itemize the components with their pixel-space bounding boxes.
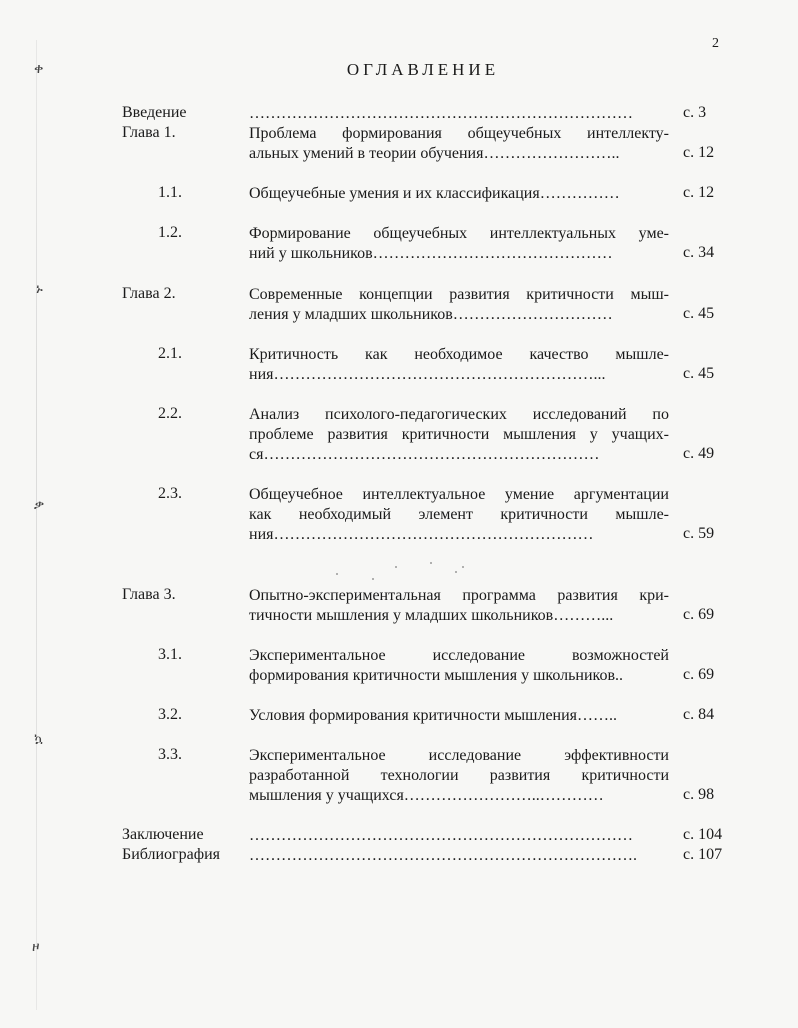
toc-text-line: мышления у учащихся……………………..………… (249, 787, 604, 804)
scan-speck (395, 566, 397, 568)
toc-text-line: ления у младших школьников………………………… (249, 306, 613, 323)
toc-text-line: Опытно-экспериментальная программа развития кри- (249, 587, 669, 604)
toc-text-line: ния…………………………………………………… (249, 526, 594, 543)
toc-text-line: Анализ психолого-педагогических исследований по (249, 406, 669, 423)
toc-text-line: Экспериментальное исследование возможностей (249, 647, 669, 664)
toc-text-line: Общеучебные умения и их классификация…………… (249, 185, 620, 202)
toc-leader: ……………………………………………………………… (249, 105, 633, 122)
toc-text-line: проблеме развития критичности мышления у учащих- (249, 426, 669, 443)
toc-text-line: как необходимый элемент критичности мышле- (249, 506, 669, 523)
toc-page: с. 45 (683, 305, 715, 322)
toc-page: с. 59 (683, 525, 715, 542)
toc-text-line: разработанной технологии развития критичности (249, 767, 669, 784)
toc-label: 1.2. (158, 224, 182, 241)
toc-text-line: Критичность как необходимое качество мышле- (249, 346, 669, 363)
toc-label: 3.3. (158, 746, 182, 763)
toc-label: Введение (122, 104, 187, 121)
toc-page: с. 69 (683, 666, 715, 683)
toc-leader: ……………………………………………………………… (249, 827, 633, 844)
scan-speck (462, 566, 464, 568)
scan-speck (336, 573, 338, 575)
toc-text-line: тичности мышления у младших школьников………... (249, 607, 614, 624)
toc-label: 2.2. (158, 405, 182, 422)
toc-text-line: Современные концепции развития критичности мыш- (249, 286, 669, 303)
toc-page: с. 84 (683, 706, 715, 723)
toc-page: с. 69 (683, 606, 715, 623)
page-number: 2 (712, 36, 719, 51)
scan-speck (455, 571, 457, 573)
scan-speck (372, 578, 374, 580)
toc-page: с. 104 (683, 826, 723, 843)
toc-page: с. 98 (683, 786, 715, 803)
toc-text-line: Проблема формирования общеучебных интеллекту- (249, 125, 669, 142)
toc-page: с. 49 (683, 445, 715, 462)
margin-mark: ቀ (34, 62, 44, 77)
toc-label: Глава 3. (122, 586, 176, 603)
toc-page: с. 3 (683, 104, 707, 121)
scan-speck (430, 562, 432, 564)
toc-label: 1.1. (158, 184, 182, 201)
toc-leader: ………………………………………………………………. (249, 847, 637, 864)
toc-title: ОГЛАВЛЕНИЕ (346, 60, 500, 79)
toc-label: 2.3. (158, 485, 182, 502)
toc-page: с. 34 (683, 244, 715, 261)
toc-label: Библиография (122, 846, 220, 863)
toc-label: 3.2. (158, 706, 182, 723)
margin-mark: ቃ (34, 498, 45, 513)
toc-text-line: Экспериментальное исследование эффективности (249, 747, 669, 764)
toc-page: с. 107 (683, 846, 723, 863)
toc-text-line: альных умений в теории обучения…………………….. (249, 145, 620, 162)
toc-page: с. 12 (683, 144, 715, 161)
toc-text-line: ся……………………………………………………… (249, 446, 600, 463)
toc-label: Глава 2. (122, 285, 176, 302)
toc-page: с. 45 (683, 365, 715, 382)
toc-label: 2.1. (158, 345, 182, 362)
toc-label: 3.1. (158, 646, 182, 663)
toc-text-line: формирования критичности мышления у школьников.. (249, 667, 624, 684)
toc-text-line: ний у школьников……………………………………… (249, 245, 613, 262)
toc-text-line: Формирование общеучебных интеллектуальных уме- (249, 225, 669, 242)
margin-mark: ኳ (34, 732, 44, 747)
toc-label: Заключение (122, 826, 204, 843)
toc-text-line: ния……………………………………………………... (249, 366, 606, 383)
toc-label: Глава 1. (122, 124, 176, 141)
toc-text-line: Общеучебное интеллектуальное умение аргументации (249, 486, 669, 503)
toc-page: с. 12 (683, 184, 715, 201)
margin-mark: ኑ (36, 282, 43, 297)
page-edge-shadow (36, 40, 37, 1010)
margin-mark: ዞ (32, 940, 40, 955)
toc-text-line: Условия формирования критичности мышления…….. (249, 707, 618, 724)
